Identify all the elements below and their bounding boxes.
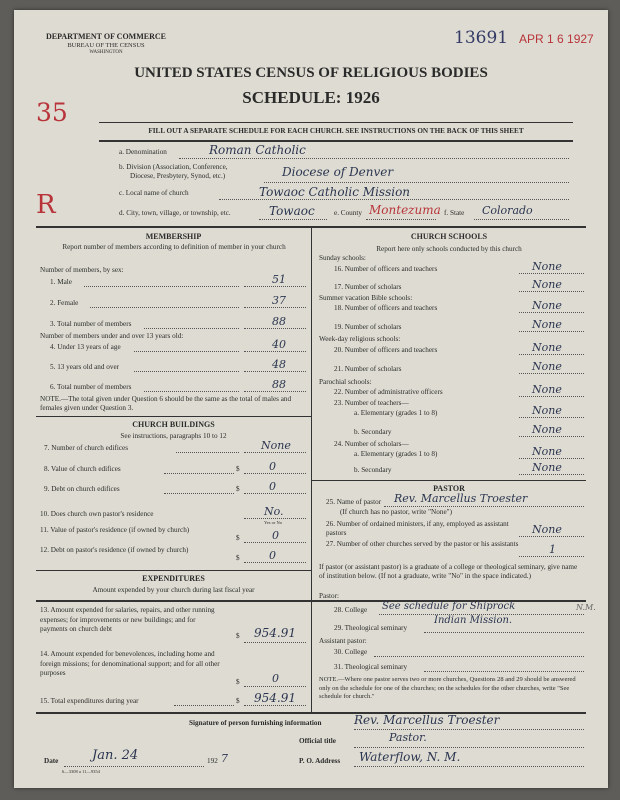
- county-value: Montezuma: [369, 203, 441, 217]
- q8-dollar: $: [236, 465, 240, 473]
- q24a-line: [519, 458, 584, 459]
- pastor-sub-label: Pastor:: [319, 592, 339, 600]
- q15-line: [244, 705, 306, 706]
- q5-label: 5. 13 years old and over: [50, 363, 120, 371]
- q8-value: 0: [269, 460, 276, 473]
- signature-value: Rev. Marcellus Troester: [354, 713, 500, 727]
- dept-label: DEPARTMENT OF COMMERCE: [45, 32, 166, 41]
- q19-value: None: [532, 318, 562, 331]
- local-value: Towaoc Catholic Mission: [259, 185, 411, 199]
- q16-label: 16. Number of officers and teachers: [334, 265, 438, 273]
- year-value: 7: [221, 752, 228, 765]
- state-label: f. State: [444, 209, 465, 217]
- q24b-value: None: [532, 461, 562, 474]
- q18-line: [519, 312, 584, 313]
- q26-label: 26. Number of ordained ministers, if any, employed as assistant pastors: [326, 520, 509, 537]
- q23a-label: a. Elementary (grades 1 to 8): [354, 409, 438, 417]
- assistant-label: Assistant pastor:: [319, 637, 367, 645]
- q21-line: [519, 373, 584, 374]
- q23a-line: [519, 417, 584, 418]
- age-label: Number of members under and over 13 years old:: [40, 332, 184, 340]
- date-line: [64, 766, 204, 767]
- q30-label: 30. College: [334, 648, 368, 656]
- q8-label: 8. Value of church edifices: [44, 465, 121, 473]
- city-label: WASHINGTON: [89, 50, 123, 55]
- q22-label: 22. Number of administrative officers: [334, 388, 443, 396]
- yes-or-no: Yes or No: [264, 520, 283, 525]
- q9-line: [244, 493, 306, 494]
- q11-label: 11. Value of pastor's residence (if owned by church): [40, 526, 190, 534]
- city-value: Towaoc: [269, 204, 315, 218]
- pastor-heading: PASTOR: [433, 484, 465, 493]
- membership-note: NOTE.—The total given under Question 6 should be the same as the total of males and females given under Question 3.: [40, 395, 292, 412]
- q23b-line: [519, 436, 584, 437]
- q6-value: 88: [272, 378, 286, 391]
- q13-line: [244, 642, 306, 643]
- denomination-value: Roman Catholic: [209, 143, 306, 157]
- q14-dollar: $: [236, 678, 240, 686]
- county-line: [366, 219, 436, 220]
- q22-value: None: [532, 383, 562, 396]
- q15-dollar: $: [236, 697, 240, 705]
- q4-line: [244, 351, 306, 352]
- sex-label: Number of members, by sex:: [40, 266, 124, 274]
- q13-dollar: $: [236, 632, 240, 640]
- official-title-line: [354, 747, 584, 748]
- q10-value: No.: [264, 505, 284, 518]
- q5-line: [244, 371, 306, 372]
- membership-heading: MEMBERSHIP: [145, 232, 202, 241]
- official-title-value: Pastor.: [389, 731, 427, 744]
- denomination-line: [179, 158, 569, 159]
- q6-leader: [144, 391, 239, 392]
- q10-line: [244, 518, 306, 519]
- q21-value: None: [532, 360, 562, 373]
- pastor-note: NOTE.—Where one pastor serves two or more churches, Questions 28 and 29 should be answered only on the schedule for one of the churches; on the schedules for the other churches, write "See schedule for church.": [319, 676, 576, 700]
- q31-label: 31. Theological seminary: [334, 663, 408, 671]
- q6-line: [244, 391, 306, 392]
- signature-label: Signature of person furnishing information: [189, 719, 322, 727]
- q12-line: [244, 562, 306, 563]
- q15-leader: [174, 705, 234, 706]
- instruction-rule: [99, 140, 573, 142]
- q10-label: 10. Does church own pastor's residence: [40, 510, 154, 518]
- q23a-value: None: [532, 404, 562, 417]
- graduate-note: If pastor (or assistant pastor) is a graduate of a college or theological seminary, give name of institution below. (If not a graduate, write "No" in the space indicated.): [319, 563, 578, 580]
- q7-label: 7. Number of church edifices: [44, 444, 129, 452]
- census-form: [14, 10, 608, 788]
- q28-value: See schedule for Shiprock: [382, 601, 516, 612]
- q14-value: 0: [272, 672, 279, 685]
- q20-value: None: [532, 341, 562, 354]
- q25-label: 25. Name of pastor: [326, 498, 382, 506]
- q4-label: 4. Under 13 years of age: [50, 343, 121, 351]
- q24b-label: b. Secondary: [354, 466, 392, 474]
- q27-value: 1: [549, 543, 556, 556]
- q28-margin-note: N.M.: [576, 603, 596, 612]
- stamp-date: APR 1 6 1927: [519, 32, 594, 46]
- q16-line: [519, 273, 584, 274]
- expenditures-intro: Amount expended by your church during last fiscal year: [92, 586, 255, 594]
- q7-leader: [176, 452, 239, 453]
- schedule-title: SCHEDULE: 1926: [242, 88, 380, 107]
- q24a-value: None: [532, 445, 562, 458]
- q31-line: [424, 671, 584, 672]
- q3-value: 88: [272, 315, 286, 328]
- q19-label: 19. Number of scholars: [334, 323, 402, 331]
- instruction-text: FILL OUT A SEPARATE SCHEDULE FOR EACH CHURCH. SEE INSTRUCTIONS ON THE BACK OF THIS SHEET: [148, 127, 524, 135]
- q8-leader: [164, 473, 234, 474]
- q7-value: None: [261, 439, 291, 452]
- q9-value: 0: [269, 480, 276, 493]
- q5-leader: [134, 371, 239, 372]
- expenditures-rule: [36, 570, 311, 571]
- q2-leader: [90, 307, 239, 308]
- q13-label: 13. Amount expended for salaries, repairs, and other running expenses; for improvements or new buildings; and for payments on church debt: [40, 606, 215, 633]
- state-line: [474, 219, 569, 220]
- q24-label: 24. Number of scholars—: [334, 440, 409, 448]
- q1-leader: [84, 286, 239, 287]
- q24a-label: a. Elementary (grades 1 to 8): [354, 450, 438, 458]
- parochial-label: Parochial schools:: [319, 378, 372, 386]
- q27-line: [519, 556, 584, 557]
- q11-line: [244, 542, 306, 543]
- buildings-rule: [36, 416, 311, 417]
- q13-value: 954.91: [254, 626, 296, 640]
- q25-sub: (If church has no pastor, write "None"): [340, 508, 452, 516]
- q12-dollar: $: [236, 554, 240, 562]
- po-label: P. O. Address: [299, 757, 341, 765]
- q1-line: [244, 286, 306, 287]
- q23b-label: b. Secondary: [354, 428, 392, 436]
- date-value: Jan. 24: [92, 748, 139, 763]
- q23-label: 23. Number of teachers—: [334, 399, 409, 407]
- q14-line: [244, 686, 306, 687]
- q2-label: 2. Female: [50, 299, 79, 307]
- schools-intro: Report here only schools conducted by this church: [376, 245, 522, 253]
- column-divider: [311, 226, 312, 600]
- q3-label: 3. Total number of members: [50, 320, 132, 328]
- local-line: [219, 199, 569, 200]
- q8-line: [244, 473, 306, 474]
- q1-value: 51: [272, 273, 286, 286]
- column-divider-lower: [311, 600, 312, 712]
- schools-heading: CHURCH SCHOOLS: [410, 232, 488, 241]
- q6-label: 6. Total number of members: [50, 383, 132, 391]
- official-title-label: Official title: [299, 737, 336, 745]
- q28-label: 28. College: [334, 606, 368, 614]
- q26-value: None: [532, 523, 562, 536]
- q9-leader: [164, 493, 234, 494]
- sunday-label: Sunday schools:: [319, 254, 366, 262]
- signature-line: [354, 729, 584, 730]
- pastor-rule: [312, 480, 586, 481]
- q2-value: 37: [272, 294, 286, 307]
- q25-value: Rev. Marcellus Troester: [394, 492, 528, 505]
- po-line: [354, 766, 584, 767]
- year-prefix: 192: [207, 757, 218, 765]
- denomination-label: a. Denomination: [119, 148, 167, 156]
- bureau-label: BUREAU OF THE CENSUS: [67, 42, 145, 49]
- q17-line: [519, 291, 584, 292]
- county-label: e. County: [334, 209, 362, 217]
- q20-line: [519, 354, 584, 355]
- q15-label: 15. Total expenditures during year: [40, 697, 139, 705]
- form-number: 6—3308 a 11—9354: [62, 769, 100, 774]
- title-rule: [99, 122, 573, 123]
- q18-label: 18. Number of officers and teachers: [334, 304, 438, 312]
- q12-label: 12. Debt on pastor's residence (if owned by church): [40, 546, 189, 554]
- q4-value: 40: [272, 338, 286, 351]
- q22-line: [519, 396, 584, 397]
- q21-label: 21. Number of scholars: [334, 365, 402, 373]
- summer-label: Summer vacation Bible schools:: [319, 294, 413, 302]
- q16-value: None: [532, 260, 562, 273]
- expenditures-heading: EXPENDITURES: [142, 574, 205, 583]
- buildings-heading: CHURCH BUILDINGS: [132, 420, 215, 429]
- marginal-number: 35: [36, 98, 68, 127]
- form-title: UNITED STATES CENSUS OF RELIGIOUS BODIES: [134, 65, 488, 81]
- q15-value: 954.91: [254, 691, 296, 705]
- po-value: Waterflow, N. M.: [359, 750, 461, 764]
- city-field-label: d. City, town, village, or township, etc.: [119, 209, 231, 217]
- state-value: Colorado: [482, 204, 533, 217]
- q19-line: [519, 331, 584, 332]
- q3-line: [244, 328, 306, 329]
- q1-label: 1. Male: [50, 278, 72, 286]
- q17-label: 17. Number of scholars: [334, 283, 402, 291]
- q28-value-2: Indian Mission.: [434, 615, 513, 626]
- division-label-2: Diocese, Presbytery, Synod, etc.): [130, 172, 226, 180]
- footer-top-rule: [36, 712, 586, 714]
- q18-value: None: [532, 299, 562, 312]
- q20-label: 20. Number of officers and teachers: [334, 346, 438, 354]
- q24b-line: [519, 474, 584, 475]
- q9-label: 9. Debt on church edifices: [44, 485, 120, 493]
- local-label: c. Local name of church: [119, 189, 189, 197]
- q30-line: [374, 656, 584, 657]
- city-line: [259, 219, 327, 220]
- date-label: Date: [44, 757, 59, 765]
- stamp-number: 13691: [454, 28, 509, 48]
- q23b-value: None: [532, 423, 562, 436]
- q7-line: [244, 452, 306, 453]
- weekday-label: Week-day religious schools:: [319, 335, 401, 343]
- division-value: Diocese of Denver: [282, 165, 394, 179]
- division-label: b. Division (Association, Conference,: [119, 163, 228, 171]
- q29-line: [424, 632, 584, 633]
- q12-value: 0: [269, 549, 276, 562]
- q11-dollar: $: [236, 534, 240, 542]
- q9-dollar: $: [236, 485, 240, 493]
- marginal-r: R: [36, 190, 56, 220]
- q14-label: 14. Amount expended for benevolences, including home and foreign missions; for denominational support; and for all other purposes: [40, 650, 220, 677]
- q17-value: None: [532, 278, 562, 291]
- q4-leader: [134, 351, 239, 352]
- division-line: [264, 182, 569, 183]
- q29-label: 29. Theological seminary: [334, 624, 408, 632]
- q3-leader: [144, 328, 239, 329]
- q2-line: [244, 307, 306, 308]
- q25-line: [384, 506, 584, 507]
- q11-value: 0: [272, 529, 279, 542]
- buildings-intro: See instructions, paragraphs 10 to 12: [120, 432, 227, 440]
- membership-intro: Report number of members according to definition of member in your church: [62, 243, 286, 251]
- q27-label: 27. Number of other churches served by the pastor or his assistants: [326, 540, 519, 548]
- q5-value: 48: [272, 358, 286, 371]
- q26-line: [519, 536, 584, 537]
